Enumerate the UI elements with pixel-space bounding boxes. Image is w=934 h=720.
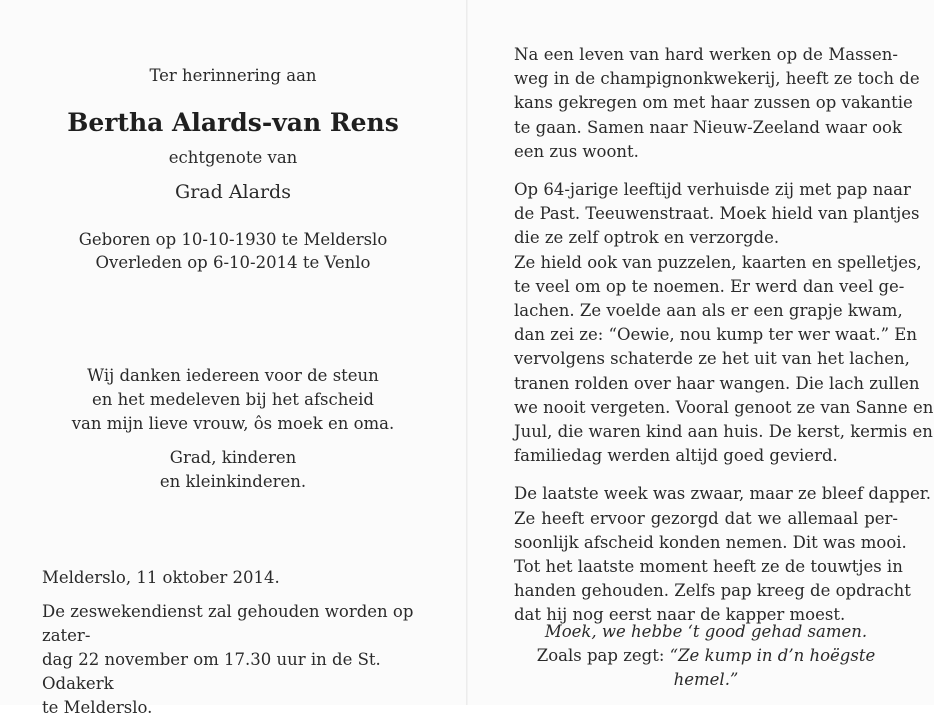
deceased-name: Bertha Alards-van Rens [67,108,399,137]
thanks-line: van mijn lieve vrouw, ôs moek en oma. [71,414,395,433]
paragraph-line: Na een leven van hard werken op de Massen- [514,45,898,64]
biography-paragraph-1 [514,43,920,164]
closing-line-2 [514,644,898,692]
paragraph-line: Ze hield ook van puzzelen, kaarten en spelletjes, [514,252,922,272]
card-fold [466,0,468,705]
paragraph-line: we nooit vergeten. Vooral genoot ze van Sanne en [514,397,934,417]
thanks-line: en het medeleven bij het afscheid [92,390,374,409]
spouse-name: Grad Alards [175,181,291,203]
family-line: en kleinkinderen. [159,472,307,491]
paragraph-line: te veel om op te noemen. Er werd dan veel ge- [514,276,905,296]
paragraph-line: De laatste week was zwaar, maar ze bleef dapper. [514,484,932,504]
place-date: Melderslo, 11 oktober 2014. [42,568,280,587]
paragraph-line: een zus woont. [514,141,639,161]
paragraph-line: lachen. Ze voelde aan als er een grapje kwam, [514,301,903,321]
paragraph-line: weg in de champignonkwekerij, heeft ze toch de [514,69,920,89]
paragraph-line: familiedag werden altijd goed gevierd. [514,446,838,466]
spouse-label: echtgenote van [168,148,298,167]
biography-paragraph-3 [514,482,932,627]
paragraph-line: soonlijk afscheid konden nemen. Dit was mooi. [514,532,907,552]
paragraph-line: die ze zelf optrok en verzorgde. [514,228,780,248]
service-line: te Melderslo. [42,698,153,717]
biography-paragraph-2 [514,178,934,468]
intro-text: Ter herinnering aan [149,66,317,85]
biography [514,43,934,642]
birth-line: Geboren op 10-10-1930 te Melderslo [78,230,388,249]
family-line: Grad, kinderen [169,448,297,467]
paragraph-line: dan zei ze: “Oewie, nou kump ter wer waat.” En [514,325,917,345]
closing-line-1: Moek, we hebbe ‘t good gehad samen. [544,622,868,641]
paragraph-line: Op 64-jarige leeftijd verhuisde zij met pap naar [514,180,911,200]
paragraph-line: Juul, die waren kind aan huis. De kerst, kermis en [514,422,933,442]
closing-quote-text: “Ze kump in d’n hoëgste hemel.” [669,646,876,689]
thanks-line: Wij danken iedereen voor de steun [87,366,379,385]
paragraph-line: tranen rolden over haar wangen. Die lach zullen [514,373,920,393]
paragraph-line: dat hij nog eerst naar de kapper moest. [514,605,846,625]
service-notice [42,600,422,720]
paragraph-line: de Past. Teeuwenstraat. Moek hield van plantjes [514,204,920,224]
thanks-block [0,364,466,436]
family-signature [0,446,466,494]
paragraph-line: Ze heeft ervoor gezorgd dat we allemaal per- [514,508,898,528]
paragraph-line: vervolgens schaterde ze het uit van het lachen, [514,349,910,369]
service-line: De zeswekendienst zal gehouden worden op zater- [42,602,414,645]
paragraph-line: te gaan. Samen naar Nieuw-Zeeland waar ook [514,117,902,137]
paragraph-line: kans gekregen om met haar zussen op vakantie [514,93,913,113]
paragraph-line: Tot het laatste moment heeft ze de touwtjes in [514,557,903,577]
paragraph-line: handen gehouden. Zelfs pap kreeg de opdracht [514,581,911,601]
closing-quote [514,620,898,692]
service-line: dag 22 november om 17.30 uur in de St. Odakerk [42,650,381,693]
death-line: Overleden op 6-10-2014 te Venlo [95,253,371,272]
closing-prefix: Zoals pap zegt: [536,646,670,665]
